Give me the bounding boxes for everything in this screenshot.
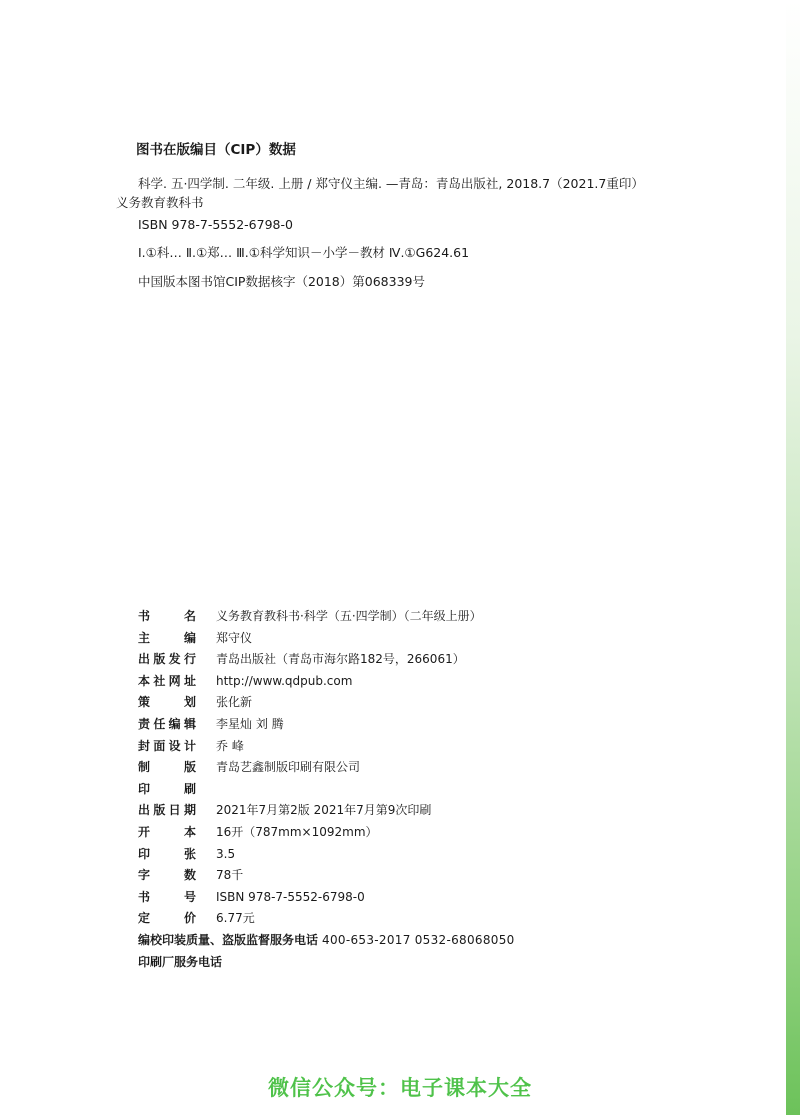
info-value: 6.77元 (216, 911, 255, 926)
info-value: 青岛艺鑫制版印刷有限公司 (216, 760, 361, 775)
info-row (138, 844, 658, 866)
watermark-text: 微信公众号：电子课本大全 (268, 1076, 532, 1100)
info-value: 张化新 (216, 695, 253, 710)
info-value: http://www.qdpub.com (216, 673, 353, 688)
publication-info (138, 606, 658, 973)
info-label: 书 号 (138, 889, 196, 904)
info-row (138, 908, 658, 930)
info-row (138, 887, 658, 909)
complaint-line (138, 930, 515, 952)
cip-classification: Ⅰ.①科… Ⅱ.①郑… Ⅲ.①科学知识－小学－教材 Ⅳ.①G624.61 (138, 245, 470, 260)
info-label: 封 面 设 计 (138, 738, 196, 753)
info-label: 主 编 (138, 630, 196, 645)
info-row (138, 736, 658, 758)
complaint-row (138, 930, 658, 952)
info-value: 义务教育教科书·科学（五·四学制）（二年级上册） (216, 609, 482, 623)
factory-phone-label: 印刷厂服务电话 (138, 954, 223, 969)
info-label: 开 本 (138, 824, 196, 839)
side-gradient-strip (786, 0, 800, 1115)
info-label: 印 刷 (138, 781, 196, 796)
info-row (138, 692, 658, 714)
info-label: 出 版 日 期 (138, 803, 196, 818)
info-label: 策 划 (138, 695, 196, 710)
complaint-numbers: 400-653-2017 0532-68068050 (322, 932, 515, 947)
info-row (138, 714, 658, 736)
info-label: 制 版 (138, 760, 196, 775)
info-value: 青岛出版社（青岛市海尔路182号，266061） (216, 652, 465, 667)
info-row (138, 628, 658, 650)
info-row (138, 865, 658, 887)
info-label: 印 张 (138, 846, 196, 861)
info-row (138, 606, 658, 628)
info-label: 出 版 发 行 (138, 652, 196, 667)
info-row (138, 671, 658, 693)
cip-title: 图书在版编目（CIP）数据 (136, 142, 296, 158)
info-label: 本 社 网 址 (138, 673, 196, 688)
info-value: 2021年7月第2版 2021年7月第9次印刷 (216, 803, 432, 818)
info-label: 字 数 (138, 868, 196, 883)
info-row (138, 822, 658, 844)
info-label: 定 价 (138, 911, 196, 926)
info-value: 16开（787mm×1092mm） (216, 824, 378, 839)
cip-verification: 中国版本图书馆CIP数据核字（2018）第068339号 (138, 274, 425, 289)
info-row (138, 800, 658, 822)
info-value: ISBN 978-7-5552-6798-0 (216, 889, 365, 904)
info-value: 3.5 (216, 846, 236, 861)
info-row (138, 757, 658, 779)
info-row (138, 779, 658, 801)
cip-line-book-info: 科学. 五·四学制. 二年级. 上册 / 郑守仪主编. —青岛：青岛出版社, 2018.7（2021.7重印） (138, 176, 644, 191)
info-value: 78千 (216, 868, 244, 883)
info-label: 书 名 (138, 609, 196, 623)
factory-phone-row (138, 952, 658, 974)
info-value: 李星灿 刘 腾 (216, 716, 284, 731)
complaint-label: 编校印装质量、盗版监督服务电话 (138, 932, 319, 947)
info-value: 乔 峰 (216, 738, 244, 753)
info-label: 责 任 编 辑 (138, 716, 196, 731)
cip-line-series: 义务教育教科书 (116, 195, 204, 210)
cip-isbn: ISBN 978-7-5552-6798-0 (138, 217, 293, 232)
info-value: 郑守仪 (216, 630, 253, 645)
info-row (138, 649, 658, 671)
